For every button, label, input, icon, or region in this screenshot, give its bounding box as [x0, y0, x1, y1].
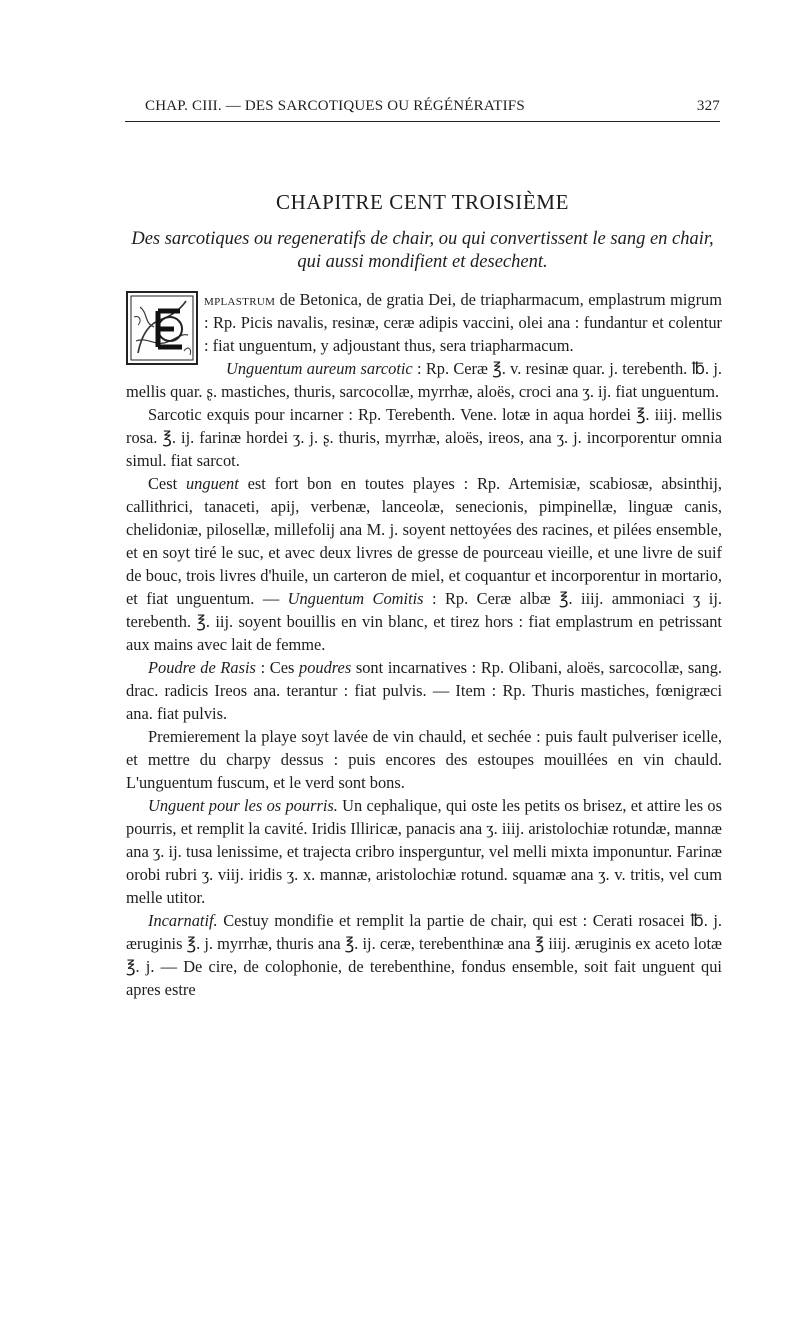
body-text	[126, 288, 722, 1001]
chapter-title: CHAPITRE CENT TROISIÈME	[275, 190, 570, 214]
paragraph-5	[126, 656, 722, 725]
paragraph-4-text-2: : Rp. Ceræ albæ ℥. iiij. ammoniaci ʒ ij. terebenth. ℥. iij. soyent bouillis en vin blanc, et tirez hors : fiat emplastrum en petrissant aux mains avec lait de femme.	[126, 589, 722, 654]
recipe-title-os-pourris: Unguent pour les os pourris.	[148, 796, 338, 815]
recipe-title-rasis: Poudre de Rasis	[148, 658, 256, 677]
recipe-title-comitis: Unguentum Comitis	[287, 589, 424, 608]
chapter-subtitle: Des sarcotiques ou regeneratifs de chair, ou qui convertissent le sang en chair, qui aussi mondifient et desechent.	[131, 229, 714, 272]
paragraph-4	[126, 472, 722, 656]
paragraph-3: Sarcotic exquis pour incarner : Rp. Terebenth. Vene. lotæ in aqua hordei ℥. iiij. mellis rosa. ℥. ij. farinæ hordei ʒ. j. ʂ. thuris, myrrhæ, aloës, ireos, ana ʒ. j. incorporentur omnia simul. fiat sarcot.	[126, 405, 722, 470]
paragraph-1	[126, 288, 722, 357]
decorated-initial-E-icon	[126, 291, 198, 365]
paragraph-2	[126, 357, 722, 403]
paragraph-4-text: est fort bon en toutes playes : Rp. Artemisiæ, scabiosæ, absinthij, callithrici, tanaceti, apij, verbenæ, lanceolæ, senecionis, pimpinellæ, linguæ canis, chelidoniæ, pilosellæ, millefolij ana M. j. soyent nettoyées des racines, et pilées ensemble, et en soyt tiré le suc, et avec deux livres de gresse de pourceau vieille, et une livre de suif de bouc, trois livres d'huile, un carteron de miel, et coquantur et incorporentur in mortario, et fiat unguentum. —	[126, 474, 722, 608]
recipe-title-aureum: Unguentum aureum sarcotic	[226, 359, 413, 378]
term-poudres: poudres	[299, 658, 352, 677]
paragraph-2-text: : Rp. Ceræ ℥. v. resinæ quar. j. terebenth. ℔. j. mellis quar. ʂ. mastiches, thuris, sarcocollæ, myrrhæ, aloës, croci ana ʒ. ij. fiat unguentum.	[126, 359, 722, 401]
initial-word: mplastrum	[204, 290, 276, 309]
recipe-title-incarnatif: Incarnatif.	[148, 911, 218, 930]
paragraph-4-start: Cest	[148, 474, 186, 493]
term-unguent: unguent	[185, 474, 239, 493]
header-rule	[125, 121, 720, 122]
page-number: 327	[696, 98, 720, 114]
paragraph-5-text: sont incarnatives : Rp. Olibani, aloës, sarcocollæ, sang. drac. radicis Ireos ana. terantur : fiat pulvis. — Item : Rp. Thuris mastiches, fœnigræci ana. fiat pulvis.	[126, 658, 723, 723]
paragraph-8-text: Cestuy mondifie et remplit la partie de chair, qui est : Cerati rosacei ℔. j. æruginis ℥. j. myrrhæ, thuris ana ℥. ij. ceræ, terebenthinæ ana ℥ iiij. æruginis ex aceto lotæ ℥. j. — De cire, de colophonie, de terebenthine, fondus ensemble, soit fait unguent qui apres estre	[126, 911, 722, 999]
paragraph-7-text: Un cephalique, qui oste les petits os brisez, et attire les os pourris, et remplit la cavité. Iridis Illiricæ, panacis ana ʒ. iiij. aristolochiæ rotundæ, mannæ ana ʒ. ij. tusa lenissime, et trajecta cribro insperguntur, vel melli mixta imponuntur. Farinæ orobi rubri ʒ. viij. iridis ʒ. x. mannæ, aristolochiæ rotund. squamæ ana ʒ. v. tritis, vel cum melle utitor.	[126, 796, 722, 907]
paragraph-8	[126, 909, 722, 1001]
paragraph-7	[126, 794, 722, 909]
paragraph-5-mid: : Ces	[255, 658, 299, 677]
paragraph-6: Premierement la playe soyt lavée de vin chauld, et sechée : puis fault pulveriser icelle, et mettre du charpy dessus : puis encores des estoupes mouillées en vin chauld. L'unguentum fuscum, et le verd sont bons.	[126, 727, 722, 792]
running-head-title: CHAP. CIII. — DES SARCOTIQUES OU RÉGÉNÉRATIFS	[145, 98, 525, 114]
paragraph-1-text: de Betonica, de gratia Dei, de triapharmacum, emplastrum migrum : Rp. Picis navalis, resinæ, ceræ adipis vaccini, olei ana : fundantur et colentur : fiat unguentum, y adjoustant thus, sera triapharmacum.	[204, 290, 722, 355]
